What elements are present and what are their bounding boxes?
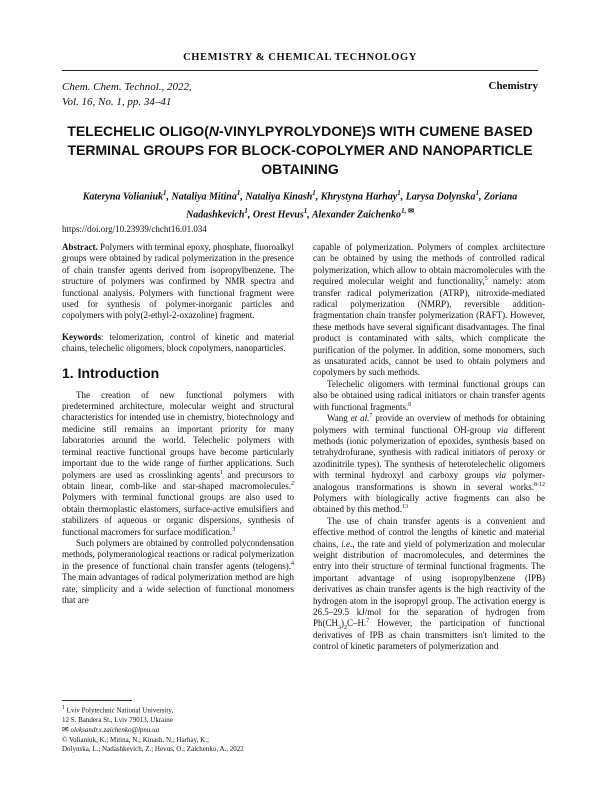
abstract-label: Abstract.	[62, 242, 98, 252]
author-affiliation: 1	[397, 189, 401, 197]
article-title	[62, 122, 538, 179]
citation-ref: 6	[408, 401, 412, 408]
abstract-text: Polymers with terminal epoxy, phosphate, fluoroalkyl groups were obtained by radical polymerization in the presence of chain transfer agents derived from isopropylbenzene. The structure of polymers was confirmed by NMR spectra and functional analysis. Polymers with functional fragment were used for synthesis of polymer-inorganic particles and copolymers with poly(2-ethyl-2-oxazoline) fragment.	[62, 242, 294, 321]
paragraph-text: The creation of new functional polymers with predetermined architecture, molecular weight and structural characteristics for intended use in chemistry, biotechnology and medicine still remains an important priority for many laboratories around the world. Telechelic polymers with terminal reactive functional groups have become particularly important due to the wide range of further applications. Such polymers are used as crosslinking agents	[62, 389, 294, 480]
affiliation-line: Lviv Polytechnic National University,	[66, 706, 174, 715]
affiliation-footnote: $^1$ Lviv Polytechnic National University, 12 S. Bandera St., Lviv 79013, Ukraine ✉ oleksandr.s.zaichenko@lpnu.ua © Volianiuk, K.; Mitina, N.; Kinash, N.; Harhay, K.; Dolynska, L.; Nadashkevich, Z.; Hevus, O.; Zaichenko, A., 2022	[62, 700, 294, 754]
paragraph-text: Polymers with biologically active fragments can also be obtained by this method.	[313, 492, 545, 515]
author-affiliation: 1	[236, 189, 241, 197]
author-name: Orest Hevus	[252, 209, 304, 221]
address-line: 12 S. Bandera St., Lviv 79013, Ukraine	[62, 715, 173, 724]
citation-ref: 2	[291, 480, 294, 487]
author-affiliation: 1	[475, 189, 479, 197]
keywords-text: : telomerization, control of kinetic and material chains, telechelic oligomers, block copolymers, nanoparticles.	[62, 331, 294, 354]
subscript: 2	[344, 625, 348, 632]
abstract	[62, 242, 294, 322]
journal-name: CHEMISTRY & CHEMICAL TECHNOLOGY	[183, 52, 417, 63]
copyright-line: © Volianiuk, K.; Mitina, N.; Kinash, N.; Harhay, K.;	[62, 735, 209, 744]
title-part-2: N	[208, 123, 219, 139]
citation-line-1: Chem. Chem. Technol., 2022,	[62, 81, 192, 93]
section-heading: 1. Introduction	[62, 364, 160, 381]
footnote-rule	[62, 700, 132, 701]
paragraph-text: Wang	[327, 413, 351, 424]
paragraph	[313, 516, 545, 653]
paragraph-text: The main advantages of radical polymerization method are high rate, simplicity and a wide selection of functional monomers that are	[62, 572, 294, 605]
keywords-label: Keywords	[62, 331, 101, 342]
author-list: Kateryna Volianiuk$^1$, Nataliya Mitina$^1$, Nataliya Kinash$^1$, Khrystyna Harhay$^1$, Larysa Dolynska$^1$, Zoriana Nadashkevich$^1$, Orest Hevus$^1$, Alexander Zaichenko$^{1,}$ ✉	[82, 189, 518, 221]
author-name: Alexander Zaichenko	[311, 209, 402, 221]
paragraph-text: polymer-analogous transformations is shown in several works.	[313, 470, 545, 492]
header-rule	[62, 70, 538, 71]
paragraph-text: Polymers with terminal functional groups are also used to obtain thermoplastic elastomers, surface-active emulsifiers and stabilizers of aqueous or organic dispersions, synthesis of functional macromers for surface modification.	[62, 492, 294, 537]
title-part-1: TELECHELIC OLIGO(	[67, 123, 209, 139]
paragraph-text: Telechelic oligomers with terminal functional groups can also be obtained using radical initiators or chain transfer agents with functional fragments.	[313, 378, 545, 412]
citation	[62, 80, 192, 110]
author-name: Kateryna Volianiuk	[82, 191, 164, 203]
author-name: Khrystyna Harhay	[320, 191, 398, 203]
author-affiliation: 1	[163, 189, 167, 197]
email-link[interactable]: oleksandr.s.zaichenko@lpnu.ua	[70, 726, 160, 735]
paragraph-text: However, the participation of functional derivatives of IPB as chain transmitters isn't limited to the control of kinetic parameters of polymerization and	[313, 618, 545, 652]
citation-ref: 13	[402, 504, 408, 511]
citation-ref: 7	[369, 413, 373, 420]
paragraph-text: provide an overview of methods for obtaining polymers with terminal functional OH-group	[313, 413, 545, 435]
citation-ref: 5	[484, 276, 488, 283]
author-affiliation: 1	[303, 207, 308, 216]
subscript: 3	[338, 625, 342, 632]
paragraph	[62, 390, 294, 538]
paragraph-text: , the rate and yield of polymerization and molecular weight distribution of macromolecules, and determines the entry into their structure of terminal functional fragments. The important advantage of using isopropylbenzene (IPB) derivatives as chain transfer agents is the high reactivity of the hydrogen atom in the isopropyl group. The activation energy is 26.5–29.5 kJ/mol for the separation of hydrogen from Ph(CH	[313, 538, 545, 629]
citation-ref: 1	[220, 469, 223, 476]
author-name: Zoriana Nadashkevich	[186, 191, 518, 221]
citation-ref: 4	[291, 560, 294, 567]
paragraph-text: capable of polymerization. Polymers of complex architecture can be obtained by using the methods of controlled radical polymerization, which allow to obtain macromolecules with the required molecular weight and functionality,	[313, 242, 545, 287]
envelope-icon: ✉	[62, 725, 69, 735]
paragraph	[62, 538, 294, 606]
copyright-line: Dolynska, L.; Nadashkevich, Z.; Hevus, O.; Zaichenko, A., 2022	[62, 744, 244, 753]
section-label: Chemistry	[488, 80, 538, 92]
paragraph-text: et al.	[350, 413, 370, 424]
paragraph	[313, 379, 545, 413]
envelope-icon: ✉	[408, 207, 414, 216]
paragraph-text: via	[496, 424, 508, 435]
author-affiliation: 1,	[401, 207, 409, 216]
citation-ref: 3	[232, 526, 236, 533]
left-column	[62, 242, 294, 606]
keywords	[62, 332, 294, 355]
author-affiliation: 1	[244, 207, 248, 216]
doi-link[interactable]: https://doi.org/10.23939/chcht16.01.034	[62, 224, 207, 234]
paragraph-text: via	[495, 470, 507, 481]
author-name: Nataliya Mitina	[171, 191, 237, 203]
author-name: Larysa Dolynska	[405, 191, 476, 203]
author-affiliation: 1	[312, 189, 316, 197]
paragraph-text: and precursors to obtain linear, comb-like and star-shaped macromolecules.	[62, 469, 294, 491]
paragraph	[313, 242, 545, 379]
paragraph-text: namely: atom transfer radical polymerization (ATRP), nitroxide-mediated radical polymerization (NMRP), reversible addition-fragmentation chain transfer polymerization (RAFT). However, these methods have several significant disadvantages. The final product is contaminated with salts, which complicate the purification of the polymer. In addition, some monomers, such as unsaturated acids, cannot be used to obtain polymers and copolymers by such methods.	[313, 276, 545, 378]
author-name: Nataliya Kinash	[245, 191, 313, 203]
title-part-3: -VINYLPYROLYDONE)S WITH CUMENE BASED TERMINAL GROUPS FOR BLOCK-COPOLYMER AND NANOPARTICLE OBTAINING	[67, 123, 533, 177]
paragraph-text: different methods (ionic polymerization of epoxides, synthesis based on tetrahydrofurane, synthesis with radical initiators of peroxy or azodinitrile types). The synthesis of heterotelechelic oligomers with terminal hydroxyl and carboxy groups	[313, 424, 545, 481]
paragraph-text: The use of chain transfer agents is a convenient and effective method of control the lengths of kinetic and material chains,	[313, 515, 545, 549]
paragraph-text: C–H.	[347, 618, 367, 629]
paragraph-text: )	[341, 618, 345, 629]
paragraph	[313, 413, 545, 516]
right-column	[313, 242, 545, 653]
citation-ref: 8-12	[534, 481, 545, 488]
citation-ref: 7	[366, 618, 370, 625]
paragraph-text: Such polymers are obtained by controlled polycondensation methods, polymeranological reactions or radical polymerization in the presence of functional chain transfer agents (telogens).	[62, 537, 294, 571]
paragraph-text: i.e.	[341, 538, 353, 549]
citation-line-2: Vol. 16, No. 1, pp. 34–41	[62, 96, 172, 108]
